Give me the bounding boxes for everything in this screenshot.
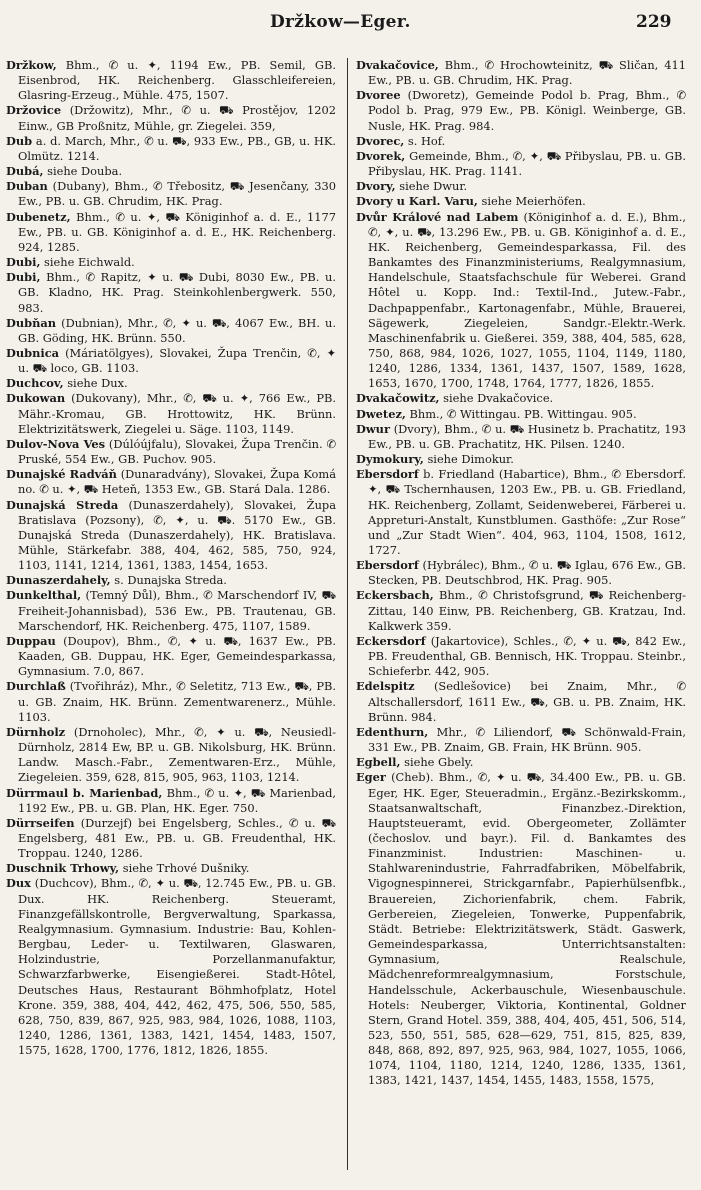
entry-text: Bhm., ✆ Christofsgrund, ⛟ Reichenberg-Zittau, 140 Einw, PB. Reichenberg, GB. Kratzau, Ind. Kalkwerk 359. <box>368 588 687 633</box>
directory-entry <box>356 725 686 755</box>
entry-headword: Eger <box>356 770 386 785</box>
entry-headword: Egbell, <box>356 755 401 770</box>
entry-headword: Dunkelthal, <box>6 588 82 603</box>
directory-entry <box>356 58 686 88</box>
directory-entry <box>356 179 686 194</box>
directory-entry <box>6 679 336 724</box>
entry-text: Bhm., ✆ u. ✦, ⛟ Marienbad, 1192 Ew., PB. u. GB. Plan, HK. Eger. 750. <box>18 785 337 815</box>
directory-entry <box>6 164 336 179</box>
directory-entry <box>6 134 336 164</box>
entry-headword: Dvoree <box>356 88 401 103</box>
entry-text: (Dubany), Bhm., ✆ Třebositz, ⛟ Jesenčany, 330 Ew., PB. u. GB. Chrudim, HK. Prag. <box>18 179 336 209</box>
entry-text: siehe Eichwald. <box>44 255 135 270</box>
entry-text: (Dubnian), Mhr., ✆, ✦ u. ⛟, 4067 Ew., BH. u. GB. Göding, HK. Brünn. 550. <box>18 315 336 345</box>
entry-headword: Dubi, <box>6 255 41 270</box>
entry-headword: Ebersdorf <box>356 467 419 482</box>
entry-headword: Dvory u Karl. Varu, <box>356 194 478 209</box>
entry-headword: Dwur <box>356 421 390 436</box>
directory-entry <box>6 876 336 1058</box>
entry-text: (Königinhof a. d. E.), Bhm., ✆, ✦, u. ⛟, 13.296 Ew., PB. u. GB. Königinhof a. d. E., HK. Reichenberg, Gemeindesparkassa, Fil. des Bankamtes des Finanzministeriums, Realgymnasium, Handelschule, Staatsfachschule für Weberei. Grand Hôtel u. Kopp. Ind.: Textil-Ind., Jutew.-Fabr., Dachpappenfabr., Kartonagenfabr., Mühle, Brauerei, Sägewerk, Ziegeleien, Sandgr.-Elektr.-Werk. Maschinenfabrik u. Gießerei. 359, 388, 404, 585, 628, 750, 868, 984, 1026, 1027, 1055, 1104, 1149, 1180, 1240, 1286, 1334, 1361, 1437, 1507, 1589, 1628, 1653, 1670, 1700, 1748, 1764, 1777, 1826, 1855. <box>368 209 686 391</box>
directory-entry <box>6 498 336 574</box>
right-column <box>356 58 686 1089</box>
directory-entry <box>6 316 336 346</box>
entry-text: b. Friedland (Habartice), Bhm., ✆ Ebersdorf. ✦, ⛟ Tschernhausen, 1203 Ew., PB. u. GB. Friedland, HK. Reichenberg, Zollamt, Seidenweberei, Färberei u. Appreturi-Anstalt, Kunstblumen. Gasthöfe: „Zur Rose“ und „Zur Stadt Wien“. 404, 963, 1104, 1508, 1612, 1727. <box>368 467 686 557</box>
entry-text: (Sedlešovice) bei Znaim, Mhr., ✆ Altschallersdorf, 1611 Ew., ⛟, GB. u. PB. Znaim, HK. Brünn. 984. <box>368 679 686 724</box>
entry-text: (Dunaszerdahely), Slovakei, Župa Bratislava (Pozsony), ✆, ✦, u. ⛟. 5170 Ew., GB. Dunajská Streda (Dunaszerdahely), HK. Bratislava. Mühle, Stärkefabr. 388, 404, 462, 585, 750, 924, 1103, 1141, 1214, 1361, 1383, 1454, 1653. <box>18 497 336 573</box>
entry-text: (Temný Důl), Bhm., ✆ Marschendorf IV, ⛟ Freiheit-Johannisbad), 536 Ew., PB. Trautenau, GB. Marschendorf, HK. Reichenberg. 475, 1107, 1589. <box>18 588 336 633</box>
directory-entry <box>356 679 686 724</box>
page-number: 229 <box>636 12 672 32</box>
entry-text: Bhm., ✆ Hrochowteinitz, ⛟ Sličan, 411 Ew., PB. u. GB. Chrudim, HK. Prag. <box>368 58 687 88</box>
entry-text: (Dukovany), Mhr., ✆, ⛟ u. ✦, 766 Ew., PB. Mähr.-Kromau, GB. Hrottowitz, HK. Brünn. Elektrizitätswerk, Ziegelei u. Säge. 1103, 1149. <box>18 391 337 436</box>
page-header <box>0 6 701 40</box>
entry-text: Mhr., ✆ Liliendorf, ⛟ Schönwald-Frain, 331 Ew., PB. Znaim, GB. Frain, HK Brünn. 905. <box>368 724 686 755</box>
entry-text: (Máriatölgyes), Slovakei, Župa Trenčin, ✆, ✦ u. ⛟ loco, GB. 1103. <box>18 345 337 376</box>
directory-entry <box>356 558 686 588</box>
directory-entry <box>356 467 686 558</box>
entry-text: Gemeinde, Bhm., ✆, ✦, ⛟ Přibyslau, PB. u. GB. Přibyslau, HK. Prag. 1141. <box>368 148 686 179</box>
directory-entry <box>6 391 336 436</box>
entry-text: siehe Douba. <box>47 164 123 179</box>
directory-entry <box>6 725 336 786</box>
directory-entry <box>356 770 686 1088</box>
entry-headword: Dürnholz <box>6 724 66 739</box>
entry-headword: Dubenetz, <box>6 209 71 224</box>
directory-entry <box>6 58 336 103</box>
entry-headword: Dulov-Nova Ves <box>6 436 106 451</box>
entry-headword: Edenthurn, <box>356 724 429 739</box>
directory-entry <box>6 179 336 209</box>
entry-headword: Dunaszerdahely, <box>6 573 111 588</box>
entry-text: Bhm., ✆ u. ✦, ⛟ Königinhof a. d. E., 1177 Ew., PB. u. GB. Königinhof a. d. E., HK. Reichenberg. 924, 1285. <box>18 209 337 254</box>
entry-text: (Dworetz), Gemeinde Podol b. Prag, Bhm., ✆ Podol b. Prag, 979 Ew., PB. Königl. Weinberge, GB. Nusle, HK. Prag. 984. <box>368 88 686 133</box>
directory-entry <box>356 210 686 392</box>
entry-headword: Dvakačowitz, <box>356 391 440 406</box>
entry-text: (Držowitz), Mhr., ✆ u. ⛟ Prostějov, 1202 Einw., GB Proßnitz, Mühle, gr. Ziegelei. 359, <box>18 103 336 133</box>
directory-entry <box>356 134 686 149</box>
entry-headword: Eckersbach, <box>356 588 434 603</box>
entry-headword: Dvory, <box>356 179 396 194</box>
entry-headword: Dux <box>6 876 31 891</box>
directory-entry <box>6 573 336 588</box>
entry-text: siehe Dux. <box>67 376 128 391</box>
directory-entry <box>6 816 336 861</box>
directory-entry <box>6 467 336 497</box>
entry-headword: Dubi, <box>6 270 41 285</box>
directory-entry <box>6 346 336 376</box>
entry-text: (Cheb). Bhm., ✆, ✦ u. ⛟, 34.400 Ew., PB. u. GB. Eger, HK. Eger, Steueradmin., Ergänz.-Bezirkskomm., Staatsanwaltschaft, Finanzbez.-Direktion, Hauptsteueramt, evid. Obergeometer, Zollämter (čechoslov. und bayr.). Fil. d. Bankamtes des Finanzminist. Industrien: Maschinen- u. Stahlwarenindustrie, Fahrradfabriken, Möbelfabrik, Vigognespinnerei, Strickgarnfabr., Papierhülsenfbk., Brauereien, Zichorienfabrik, chem. Fabrik, Gerbereien, Ziegeleien, Tonwerke, Puppenfabrik, Städt. Betriebe: Elektrizitätswerk, Städt. Gaswerk, Gemeindesparkassa, Unterrichtsanstalten: Gymnasium, Realschule, Mädchenreformrealgymnasium, Forstschule, Handelsschule, Ackerbauschule, Wiesenbauschule. Hotels: Neuberger, Viktoria, Kontinental, Goldner Stern, Grand Hotel. 359, 388, 404, 405, 451, 506, 514, 523, 550, 551, 585, 628—629, 751, 815, 825, 839, 848, 868, 892, 897, 925, 963, 984, 1027, 1055, 1066, 1074, 1104, 1180, 1214, 1240, 1286, 1335, 1361, 1383, 1421, 1437, 1454, 1455, 1483, 1558, 1575, <box>368 770 686 1088</box>
directory-entry <box>356 588 686 633</box>
entry-headword: Dub <box>6 133 33 148</box>
entry-text: Bhm., ✆ Rapitz, ✦ u. ⛟ Dubi, 8030 Ew., PB. u. GB. Kladno, HK. Prag. Steinkohlenbergwerk. 550, 983. <box>18 270 336 315</box>
entry-headword: Dunajská Streda <box>6 497 119 512</box>
entry-text: (Dvory), Bhm., ✆ u. ⛟ Husinetz b. Prachatitz, 193 Ew., PB. u. GB. Prachatitz, HK. Pilsen. 1240. <box>368 421 686 451</box>
directory-entry <box>356 407 686 422</box>
entry-headword: Dubnica <box>6 345 60 360</box>
entry-headword: Dvakačovice, <box>356 58 439 72</box>
entry-text: Bhm., ✆ Wittingau. PB. Wittingau. 905. <box>409 406 637 421</box>
directory-entry <box>6 376 336 391</box>
entry-headword: Dwetez, <box>356 406 406 421</box>
entry-text: (Duchcov), Bhm., ✆, ✦ u. ⛟, 12.745 Ew., PB. u. GB. Dux. HK. Reichenberg. Steueramt, Finanzgefällskontrolle, Bergverwaltung, Sparkassa, Realgymnasium. Gymnasium. Industrie: Bau, Kohlen-Bergbau, Leder- u. Textilwaren, Glaswaren, Holzindustrie, Porzellanmanufaktur, Schwarzfarbwerke, Eisengießerei. Stadt-Hôtel, Deutsches Haus, Restaurant Böhmhofplatz, Hotel Krone. 359, 388, 404, 442, 462, 475, 506, 550, 585, 628, 750, 839, 867, 925, 983, 984, 1026, 1088, 1103, 1240, 1286, 1361, 1383, 1421, 1454, 1483, 1507, 1575, 1628, 1700, 1776, 1812, 1826, 1855. <box>18 876 337 1058</box>
directory-entry <box>6 255 336 270</box>
directory-entry <box>356 88 686 133</box>
directory-entry <box>6 437 336 467</box>
entry-text: siehe Dwur. <box>399 179 468 194</box>
entry-text: s. Hof. <box>407 133 446 148</box>
entry-headword: Dürrmaul b. Marienbad, <box>6 785 163 800</box>
entry-text: siehe Meierhöfen. <box>481 194 586 209</box>
entry-headword: Dubá, <box>6 164 44 179</box>
directory-entry <box>6 588 336 633</box>
directory-entry <box>356 194 686 209</box>
directory-entry <box>6 103 336 133</box>
entry-text: (Dúlóújfalu), Slovakei, Župa Trenčin. ✆ Pruské, 554 Ew., GB. Puchov. 905. <box>18 436 337 467</box>
entry-text: siehe Gbely. <box>404 755 474 770</box>
entry-headword: Dvůr Králové nad Labem <box>356 209 519 224</box>
entry-headword: Duchcov, <box>6 376 64 391</box>
directory-entry <box>6 861 336 876</box>
entry-text: (Durzejf) bei Engelsberg, Schles., ✆ u. ⛟ Engelsberg, 481 Ew., PB. u. GB. Freudenthal, HK. Troppau. 1240, 1286. <box>18 815 336 861</box>
directory-entry <box>6 786 336 816</box>
entry-text: (Drnoholec), Mhr., ✆, ✦ u. ⛟, Neusiedl-Dürnholz, 2814 Ew, BP. u. GB. Nikolsburg, HK. Brünn. Landw. Masch.-Fabr., Zementwaren-Erz., Mühle, Ziegeleien. 359, 628, 815, 905, 963, 1103, 1214. <box>18 724 336 785</box>
entry-headword: Dubňan <box>6 315 57 330</box>
entry-text: (Dunaradvány), Slovakei, Župa Komá no. ✆ u. ✦, ⛟ Heteň, 1353 Ew., GB. Stará Dala. 1286. <box>18 467 336 497</box>
page-title: Držkow—Eger. <box>270 12 411 32</box>
left-column <box>6 58 336 1058</box>
column-divider <box>347 58 348 1170</box>
entry-headword: Ebersdorf <box>356 558 419 573</box>
entry-text: (Hybrálec), Bhm., ✆ u. ⛟ Iglau, 676 Ew., GB. Stecken, PB. Deutschbrod, HK. Prag. 905. <box>368 558 687 588</box>
entry-text: Bhm., ✆ u. ✦, 1194 Ew., PB. Semil, GB. Eisenbrod, HK. Reichenberg. Glasschleifereien, Glasring-Erzeug., Mühle. 475, 1507. <box>18 58 336 103</box>
entry-headword: Dvorek, <box>356 148 406 163</box>
entry-text: a. d. March, Mhr., ✆ u. ⛟, 933 Ew., PB., GB, u. HK. Olmütz. 1214. <box>18 133 336 163</box>
entry-headword: Dunajské Radváň <box>6 467 117 482</box>
directory-entry <box>356 422 686 452</box>
entry-headword: Dymokury, <box>356 452 424 467</box>
entry-headword: Dvorec, <box>356 133 405 148</box>
entry-headword: Držkow, <box>6 58 57 72</box>
directory-entry <box>356 391 686 406</box>
entry-text: (Doupov), Bhm., ✆, ✦ u. ⛟, 1637 Ew., PB. Kaaden, GB. Duppau, HK. Eger, Gemeindesparkassa, Gymnasium. 7.0, 867. <box>18 633 336 679</box>
entry-headword: Edelspitz <box>356 679 415 694</box>
directory-entry <box>356 634 686 679</box>
entry-text: s. Dunajska Streda. <box>114 573 227 588</box>
entry-headword: Eckersdorf <box>356 633 426 648</box>
entry-text: siehe Dvakačovice. <box>443 391 554 406</box>
entry-headword: Dürrseifen <box>6 815 75 830</box>
entry-text: (Jakartovice), Schles., ✆, ✦ u. ⛟, 842 Ew., PB. Freudenthal, GB. Bennisch, HK. Troppau. Steinbr., Schieferbr. 442, 905. <box>368 633 686 679</box>
entry-text: siehe Trhové Dušniky. <box>122 861 250 876</box>
entry-headword: Durchlaß <box>6 679 66 694</box>
entry-headword: Držovice <box>6 103 62 118</box>
directory-entry <box>6 634 336 679</box>
entry-headword: Dukowan <box>6 391 66 406</box>
entry-headword: Duppau <box>6 633 56 648</box>
entry-text: (Tvořihráz), Mhr., ✆ Seletitz, 713 Ew., ⛟, PB. u. GB. Znaim, HK. Brünn. Zementwarenerz., Mühle. 1103. <box>18 679 336 724</box>
directory-entry <box>356 149 686 179</box>
directory-entry <box>6 270 336 315</box>
entry-text: siehe Dimokur. <box>427 452 514 467</box>
entry-headword: Duban <box>6 179 48 194</box>
directory-entry <box>6 210 336 255</box>
directory-entry <box>356 452 686 467</box>
directory-entry <box>356 755 686 770</box>
entry-headword: Duschnik Trhowy, <box>6 861 120 876</box>
